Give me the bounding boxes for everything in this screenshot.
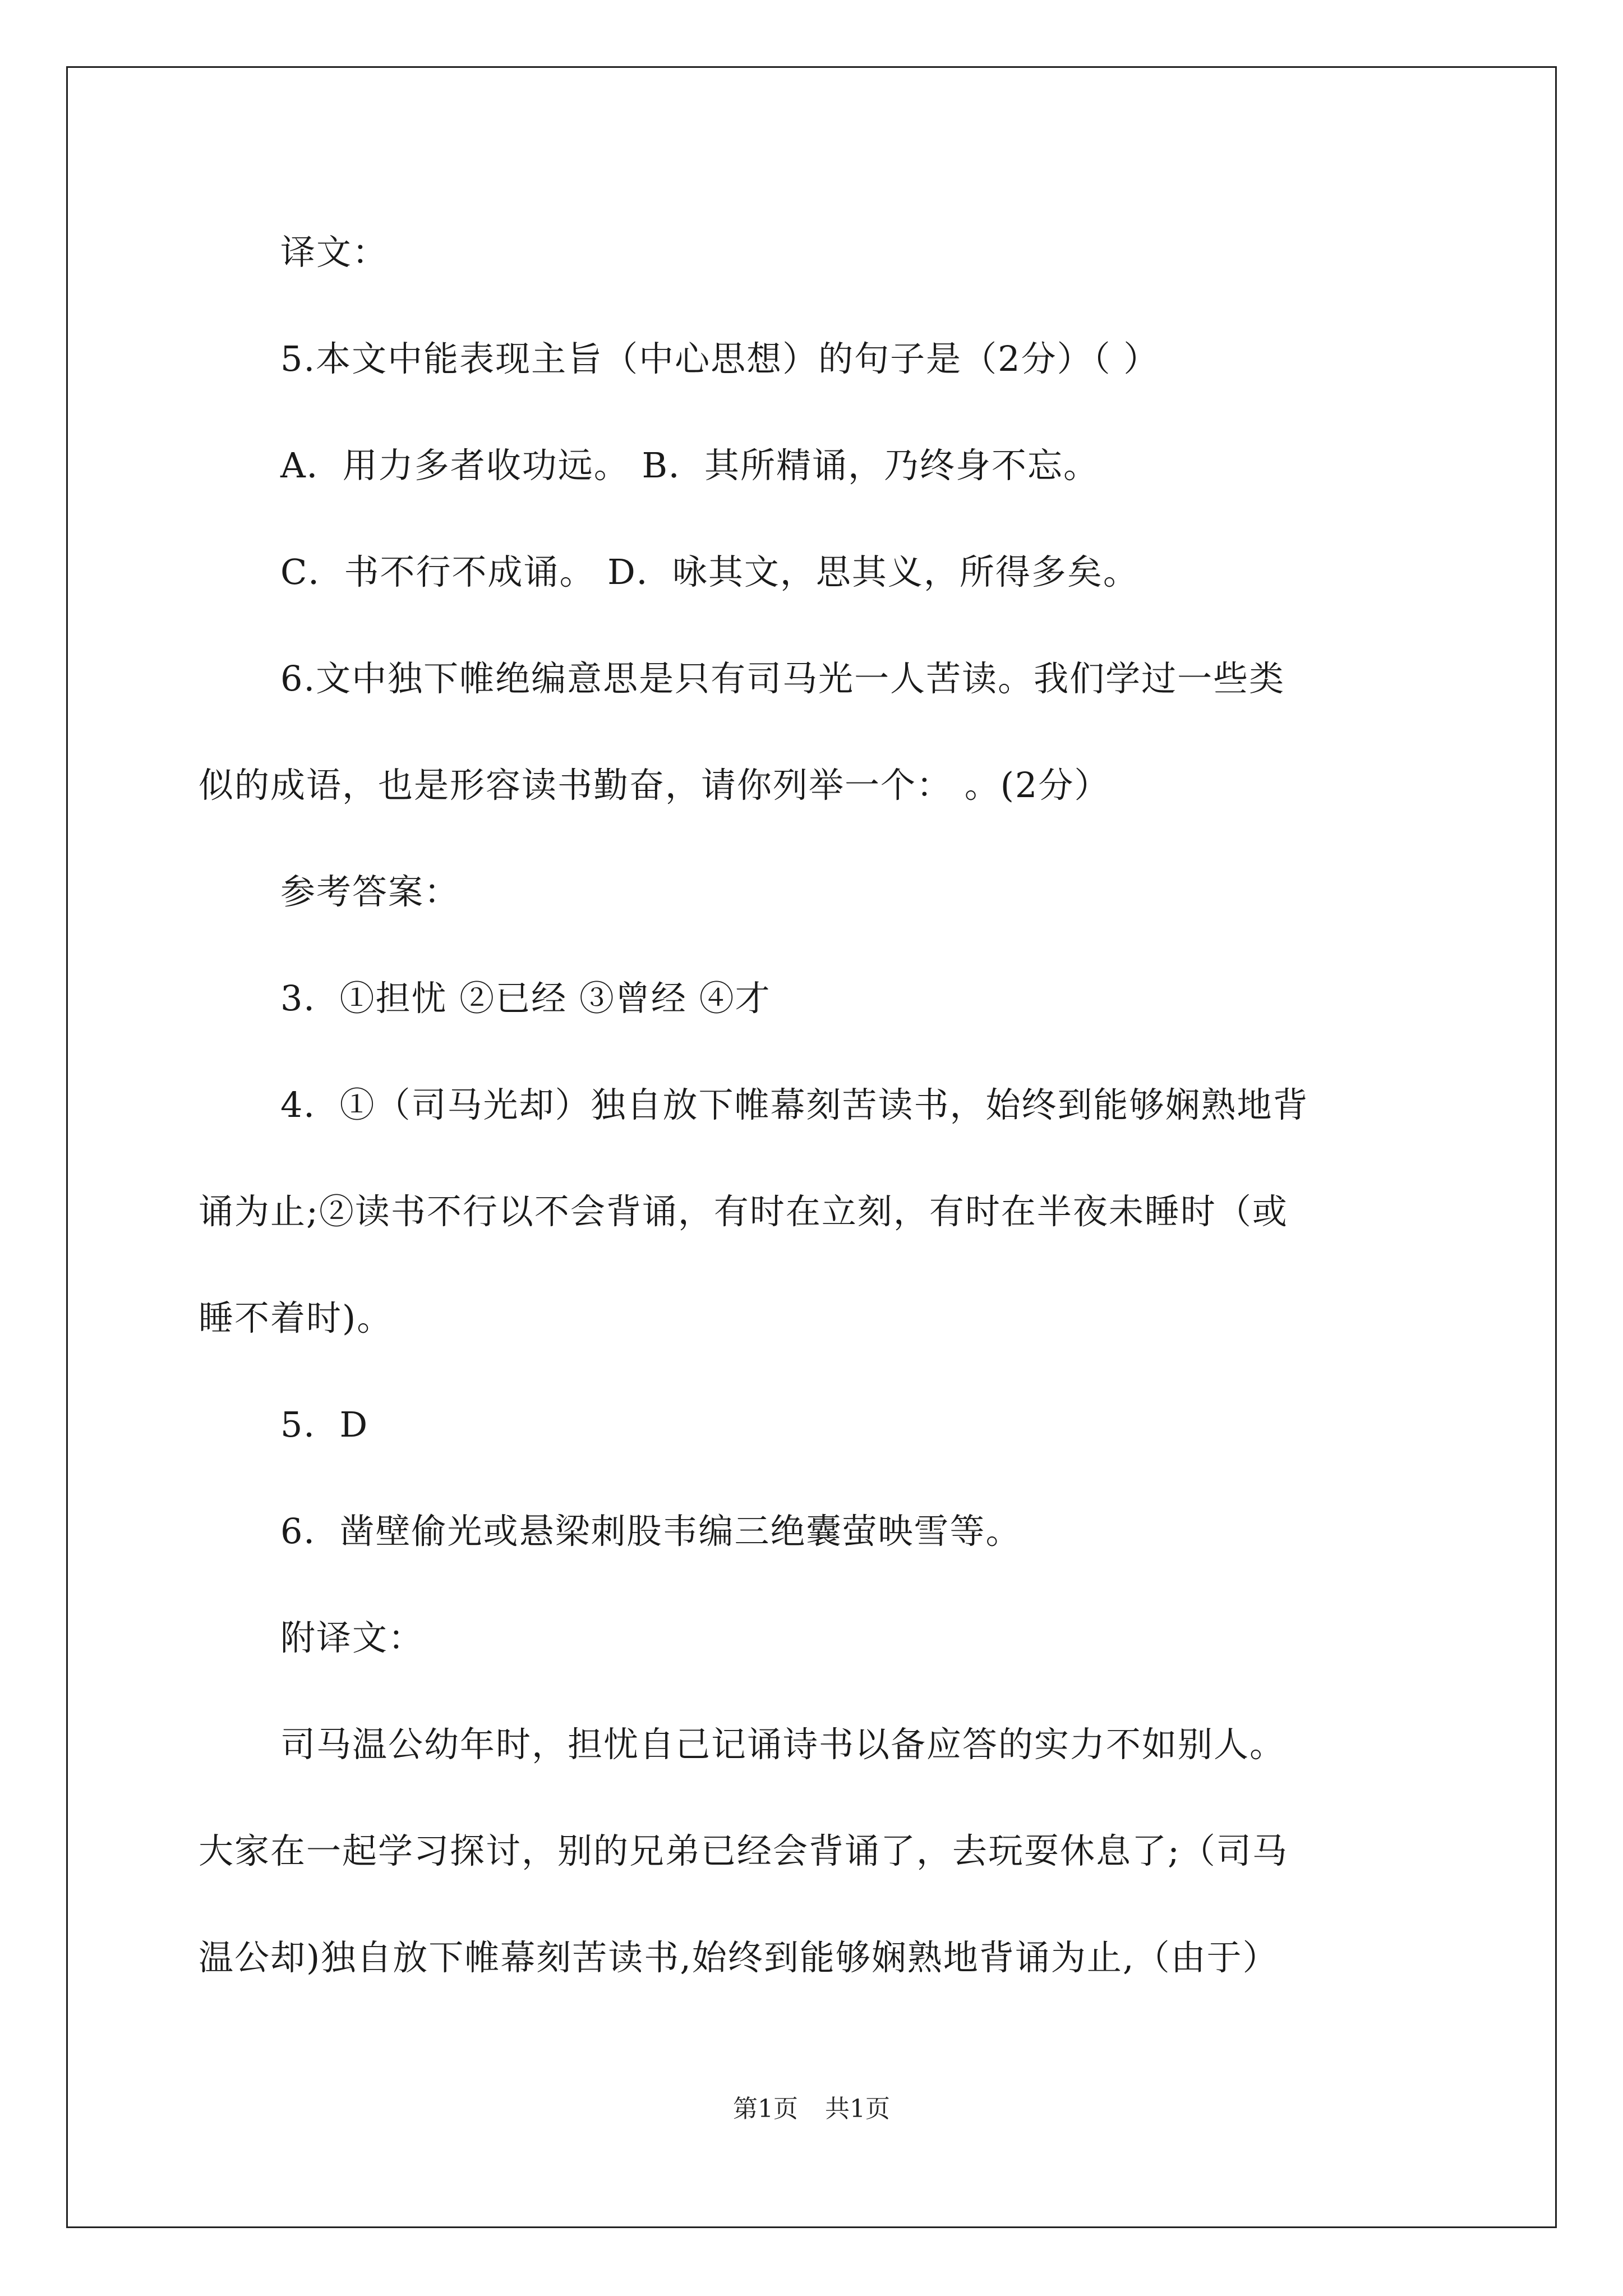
page-footer [0,2092,1623,2126]
answer-heading: 参考答案： [280,871,460,912]
answer-4: 4．①（司马光却）独自放下帷幕刻苦读书，始终到能够娴熟地背 [280,1084,1309,1125]
text-line: 译文： [280,232,389,273]
translation-line: 大家在一起学习探讨，别的兄弟已经会背诵了，去玩耍休息了;（司马 [199,1830,1288,1871]
option-line: A．用力多者收功远。 B．其所精诵，乃终身不忘。 [280,445,1100,486]
text-line: 似的成语，也是形容读书勤奋，请你列举一个： 。(2分） [199,765,1110,806]
page-border [66,66,1557,2228]
translation-line: 司马温公幼年时，担忧自己记诵诗书以备应答的实力不如别人。 [280,1724,1286,1765]
text-line: 睡不着时)。 [199,1297,393,1338]
question-6: 6.文中独下帷绝编意思是只有司马光一人苦读。我们学过一些类 [280,658,1285,699]
option-line: C．书不行不成诵。 D．咏其文，思其义，所得多矣。 [280,551,1139,592]
answer-6: 6．凿壁偷光或悬梁刺股韦编三绝囊萤映雪等。 [280,1511,1022,1552]
page-number: 第1页 [733,2095,798,2123]
question-5: 5.本文中能表现主旨（中心思想）的句子是（2分）（ ） [280,338,1160,379]
translation-heading: 附译文： [280,1617,425,1658]
translation-line: 温公却)独自放下帷幕刻苦读书,始终到能够娴熟地背诵为止,（由于） [199,1937,1279,1978]
text-line: 诵为止;②读书不行以不会背诵，有时在立刻，有时在半夜未睡时（或 [199,1191,1288,1232]
answer-3: 3．①担忧 ②已经 ③曾经 ④才 [280,978,771,1019]
page-total: 共1页 [825,2095,890,2123]
answer-5: 5．D [280,1404,369,1445]
